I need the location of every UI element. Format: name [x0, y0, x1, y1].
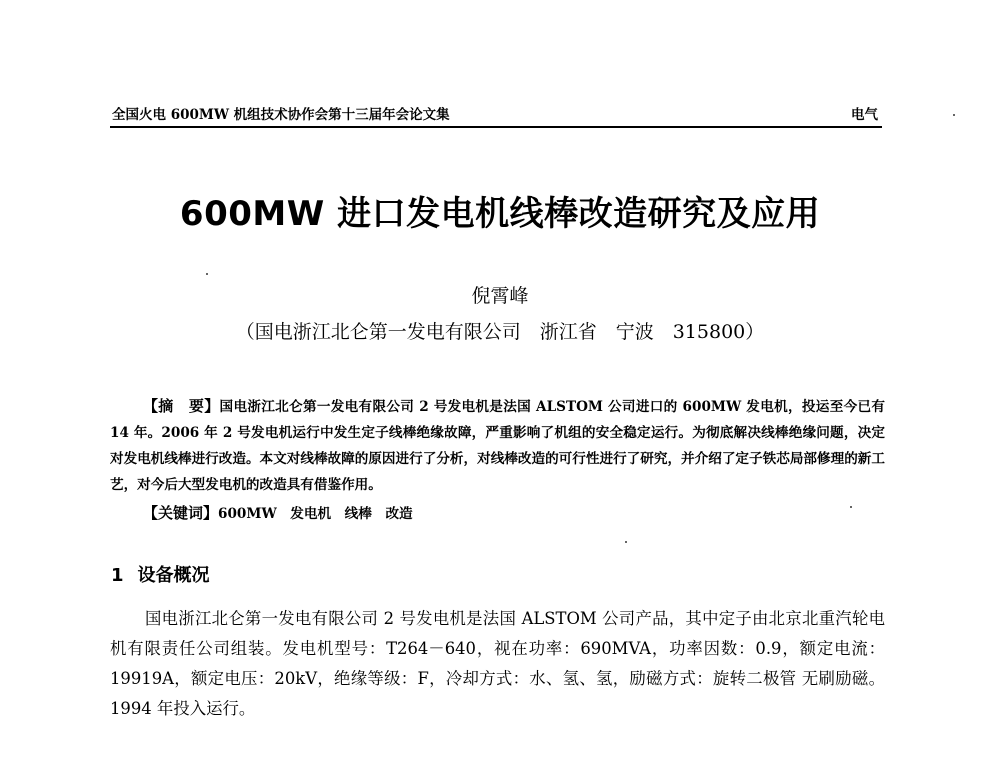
- section-title: 设备概况: [137, 565, 210, 586]
- abstract-block: [110, 393, 885, 498]
- keywords-line: [143, 500, 413, 527]
- scan-speck: [953, 114, 955, 116]
- header-proceedings-title: 全国火电 600MW 机组技术协作会第十三届年会论文集: [112, 107, 450, 123]
- scan-speck: [625, 541, 627, 543]
- abstract-text: 国电浙江北仑第一发电有限公司 2 号发电机是法国 ALSTOM 公司进口的 600MW 发电机，投运至今已有 14 年。2006 年 2 号发电机运行中发生定子线棒绝缘故障，严重影响了机组的安全稳定运行。为彻底解决线棒绝缘问题，决定对发电机线棒进行改造。本文对线棒故障的原因进行了分析，对线棒改造的可行性进行了研究，并介绍了定子铁芯局部修理的新工艺，对今后大型发电机的改造具有借鉴作用。: [110, 399, 885, 493]
- section-heading: [111, 561, 210, 587]
- abstract-paragraph: [110, 393, 885, 498]
- author-affiliation: （国电浙江北仑第一发电有限公司 浙江省 宁波 315800）: [235, 321, 765, 343]
- keywords-text: 600MW 发电机 线棒 改造: [218, 506, 413, 522]
- section-body-paragraph: 国电浙江北仑第一发电有限公司 2 号发电机是法国 ALSTOM 公司产品，其中定子由北京北重汽轮电机有限责任公司组装。发电机型号：T264－640，视在功率：690MVA，功率因数：0.9，额定电流：19919A，额定电压：20kV，绝缘等级：F，冷却方式：水、氢、氢，励磁方式：旋转二极管 无刷励磁。1994 年投入运行。: [110, 609, 885, 718]
- section-number: 1: [111, 565, 124, 586]
- scan-speck: [850, 506, 852, 508]
- header-section-label: 电气: [851, 107, 878, 123]
- paper-title: 600MW 进口发电机线棒改造研究及应用: [179, 194, 821, 234]
- abstract-label: 【摘 要】: [143, 397, 220, 415]
- scan-speck: [206, 273, 208, 275]
- keywords-label: 【关键词】: [143, 504, 219, 522]
- author-name: 倪霄峰: [471, 285, 529, 307]
- running-header: [110, 104, 882, 128]
